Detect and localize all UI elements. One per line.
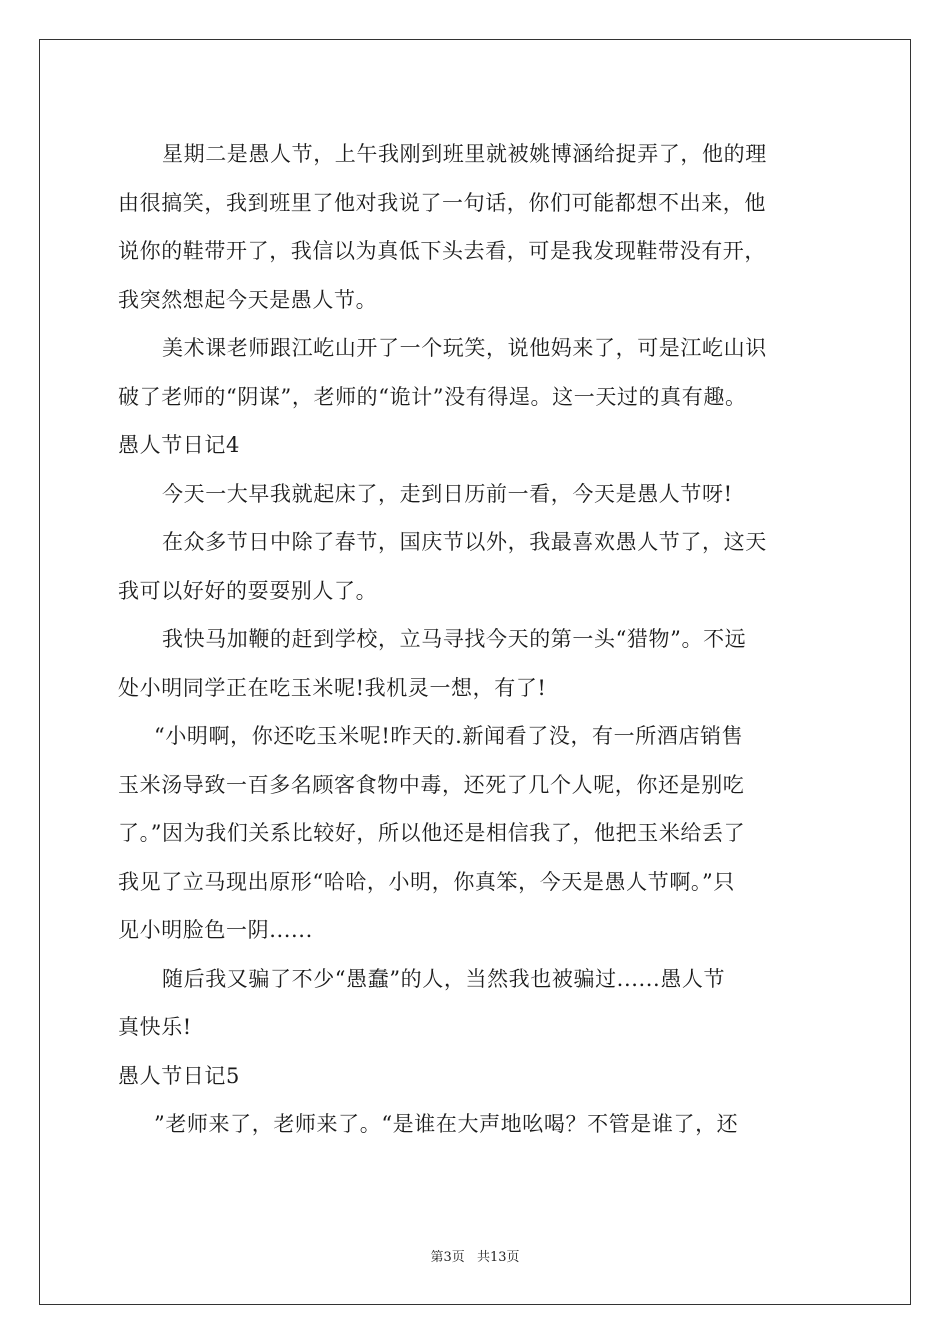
page-footer	[0, 1246, 950, 1265]
document-body	[118, 130, 838, 1149]
text-line: 我可以好好的耍耍别人了。	[118, 578, 378, 603]
text-line: 在众多节日中除了春节，国庆节以外，我最喜欢愚人节了，这天	[162, 530, 767, 554]
text-line: 我突然想起今天是愚人节。	[118, 287, 378, 312]
text-line: 我快马加鞭的赶到学校，立马寻找今天的第一头“猎物”。不远	[162, 627, 747, 651]
text-line: 今天一大早我就起床了，走到日历前一看，今天是愚人节呀!	[162, 481, 733, 506]
text-line: “小明啊，你还吃玉米呢!昨天的.新闻看了没，有一所酒店销售	[154, 724, 744, 748]
text-line: 由很搞笑，我到班里了他对我说了一句话，你们可能都想不出来，他	[118, 190, 766, 215]
page-total: 共13页	[476, 1250, 520, 1265]
text-line: 我见了立马现出原形“哈哈，小明，你真笨，今天是愚人节啊。”只	[118, 869, 735, 894]
text-line: 处小明同学正在吃玉米呢!我机灵一想，有了!	[118, 675, 547, 700]
section-heading: 愚人节日记5	[118, 1063, 240, 1088]
section-heading: 愚人节日记4	[118, 433, 240, 457]
text-line: 星期二是愚人节，上午我刚到班里就被姚博涵给捉弄了，他的理	[162, 142, 767, 166]
text-line: ”老师来了，老师来了。“是谁在大声地吆喝？不管是谁了，还	[154, 1112, 739, 1136]
text-line: 说你的鞋带开了，我信以为真低下头去看，可是我发现鞋带没有开，	[118, 239, 766, 263]
page-number: 第3页	[430, 1250, 465, 1265]
text-line: 美术课老师跟江屹山开了一个玩笑，说他妈来了，可是江屹山识	[162, 336, 767, 360]
text-line: 了。”因为我们关系比较好，所以他还是相信我了，他把玉米给丢了	[118, 821, 746, 845]
text-line: 见小明脸色一阴......	[118, 918, 313, 942]
text-line: 随后我又骗了不少“愚蠢”的人，当然我也被骗过......愚人节	[162, 966, 726, 991]
text-line: 破了老师的“阴谋”，老师的“诡计”没有得逞。这一天过的真有趣。	[118, 384, 747, 409]
text-line: 玉米汤导致一百多名顾客食物中毒，还死了几个人呢，你还是别吃	[118, 772, 745, 797]
text-line: 真快乐!	[118, 1015, 192, 1039]
